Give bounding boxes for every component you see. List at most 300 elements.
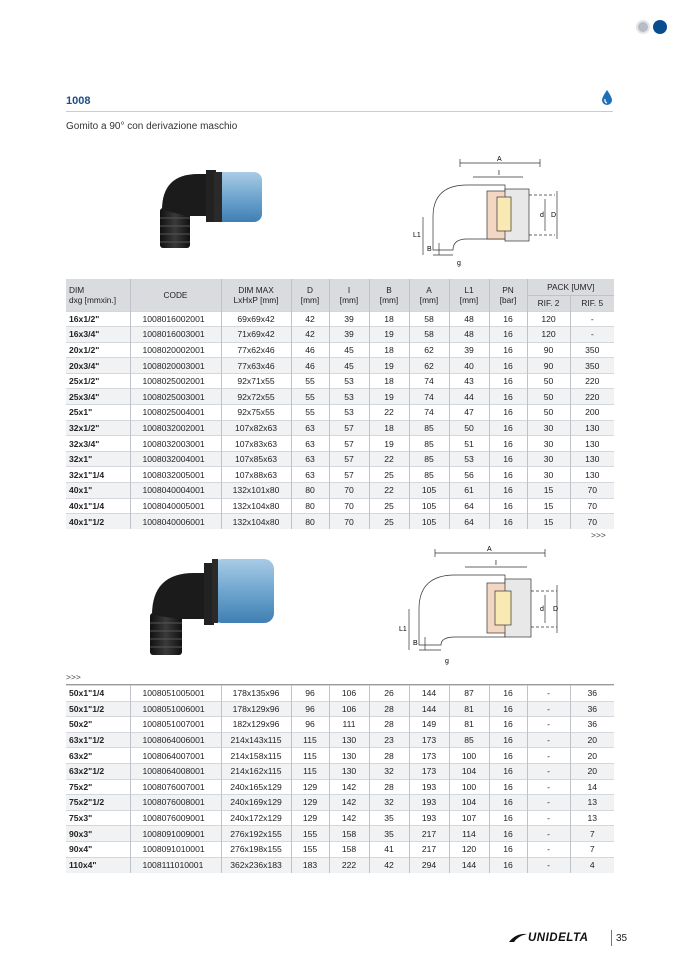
cell-rif5: 20 xyxy=(570,763,614,779)
cell-rif2: - xyxy=(527,857,570,873)
cell-dimmax: 182x129x96 xyxy=(221,717,291,733)
cell-dimmax: 240x165x129 xyxy=(221,779,291,795)
cell-rif2: - xyxy=(527,779,570,795)
cell-l1: 114 xyxy=(449,826,489,842)
cell-rif2: - xyxy=(527,701,570,717)
cell-b: 28 xyxy=(369,748,409,764)
label-b-2: B xyxy=(413,640,418,647)
cell-d: 42 xyxy=(291,311,329,327)
cell-b: 19 xyxy=(369,436,409,452)
cell-dim: 40x1" xyxy=(66,483,130,499)
cell-b: 35 xyxy=(369,826,409,842)
table-row xyxy=(66,717,614,733)
label-d-small: d xyxy=(540,212,544,219)
cell-dim: 75x2" xyxy=(66,779,130,795)
cell-d: 63 xyxy=(291,451,329,467)
label-b: B xyxy=(427,246,432,253)
cell-rif5: 220 xyxy=(570,389,614,405)
table-row xyxy=(66,779,614,795)
cell-rif5: 130 xyxy=(570,451,614,467)
brand-logo xyxy=(508,932,588,944)
cell-l: 130 xyxy=(329,748,369,764)
table-row xyxy=(66,841,614,857)
cell-l: 142 xyxy=(329,795,369,811)
cell-b: 22 xyxy=(369,483,409,499)
cell-dim: 50x1"1/2 xyxy=(66,701,130,717)
cell-rif2: 50 xyxy=(527,373,570,389)
cell-d: 115 xyxy=(291,732,329,748)
header-l: I [mm] xyxy=(329,279,369,311)
elbow-fitting-photo-small xyxy=(150,160,275,256)
cell-pn: 16 xyxy=(489,483,527,499)
brand-name: UNIDELTA xyxy=(528,932,589,944)
cell-b: 28 xyxy=(369,779,409,795)
cell-dim: 16x3/4" xyxy=(66,327,130,343)
cell-rif5: 130 xyxy=(570,436,614,452)
cell-a: 217 xyxy=(409,826,449,842)
cell-dimmax: 107x82x63 xyxy=(221,420,291,436)
cell-rif5: 130 xyxy=(570,467,614,483)
header-a: A [mm] xyxy=(409,279,449,311)
cell-rif5: 20 xyxy=(570,748,614,764)
cell-rif5: 36 xyxy=(570,686,614,702)
cell-dimmax: 362x236x183 xyxy=(221,857,291,873)
cell-l1: 61 xyxy=(449,483,489,499)
cell-dim: 32x1/2" xyxy=(66,420,130,436)
cell-l: 53 xyxy=(329,389,369,405)
continuation-marker-left: >>> xyxy=(66,672,81,682)
cell-pn: 16 xyxy=(489,498,527,514)
cell-dimmax: 276x198x155 xyxy=(221,841,291,857)
cell-code: 1008025004001 xyxy=(130,405,221,421)
cell-code: 1008076009001 xyxy=(130,810,221,826)
elbow-fitting-photo-large xyxy=(140,555,280,660)
cell-l1: 85 xyxy=(449,732,489,748)
cell-dim: 32x1"1/4 xyxy=(66,467,130,483)
cell-a: 105 xyxy=(409,483,449,499)
cell-d: 96 xyxy=(291,717,329,733)
cell-rif2: 15 xyxy=(527,498,570,514)
cell-rif5: 36 xyxy=(570,717,614,733)
table-row xyxy=(66,857,614,873)
cell-dim: 32x1" xyxy=(66,451,130,467)
cell-code: 1008025002001 xyxy=(130,373,221,389)
spec-table-2 xyxy=(66,685,614,873)
table-row xyxy=(66,451,614,467)
cell-a: 85 xyxy=(409,451,449,467)
cell-l1: 64 xyxy=(449,498,489,514)
table-row xyxy=(66,701,614,717)
cell-code: 1008091010001 xyxy=(130,841,221,857)
label-l1-2: L1 xyxy=(399,626,407,633)
cell-b: 22 xyxy=(369,405,409,421)
cell-pn: 16 xyxy=(489,795,527,811)
cell-dimmax: 92x75x55 xyxy=(221,405,291,421)
cell-code: 1008032004001 xyxy=(130,451,221,467)
cell-dim: 75x3" xyxy=(66,810,130,826)
cell-rif5: 70 xyxy=(570,514,614,530)
table-row xyxy=(66,763,614,779)
cell-a: 144 xyxy=(409,686,449,702)
spec-table-1 xyxy=(66,279,614,529)
cell-pn: 16 xyxy=(489,686,527,702)
cell-rif5: - xyxy=(570,327,614,343)
cell-dim: 20x3/4" xyxy=(66,358,130,374)
cell-a: 74 xyxy=(409,389,449,405)
cell-rif5: 7 xyxy=(570,826,614,842)
table-row xyxy=(66,483,614,499)
cell-b: 35 xyxy=(369,810,409,826)
cell-d: 129 xyxy=(291,810,329,826)
cell-dim: 63x2" xyxy=(66,748,130,764)
cell-dimmax: 71x69x42 xyxy=(221,327,291,343)
cell-a: 85 xyxy=(409,436,449,452)
cell-pn: 16 xyxy=(489,857,527,873)
cell-l1: 81 xyxy=(449,701,489,717)
table-row xyxy=(66,358,614,374)
cell-d: 155 xyxy=(291,841,329,857)
cell-rif2: 120 xyxy=(527,327,570,343)
cell-l: 111 xyxy=(329,717,369,733)
cell-rif5: 7 xyxy=(570,841,614,857)
cell-a: 85 xyxy=(409,420,449,436)
header-l1: L1 [mm] xyxy=(449,279,489,311)
table-row xyxy=(66,498,614,514)
cell-l: 142 xyxy=(329,779,369,795)
cell-rif2: - xyxy=(527,826,570,842)
cell-l: 39 xyxy=(329,311,369,327)
cell-code: 1008025003001 xyxy=(130,389,221,405)
cell-b: 42 xyxy=(369,857,409,873)
cell-l: 57 xyxy=(329,467,369,483)
cell-b: 18 xyxy=(369,420,409,436)
table-row xyxy=(66,795,614,811)
cell-d: 46 xyxy=(291,358,329,374)
label-g: g xyxy=(457,260,461,267)
cell-code: 1008032002001 xyxy=(130,420,221,436)
cell-l1: 48 xyxy=(449,327,489,343)
cell-dimmax: 214x162x115 xyxy=(221,763,291,779)
cell-rif5: 20 xyxy=(570,732,614,748)
cell-l1: 43 xyxy=(449,373,489,389)
cell-rif2: - xyxy=(527,732,570,748)
table-row xyxy=(66,732,614,748)
cell-b: 25 xyxy=(369,498,409,514)
cell-dimmax: 92x72x55 xyxy=(221,389,291,405)
cell-dim: 50x2" xyxy=(66,717,130,733)
table-row xyxy=(66,420,614,436)
label-l1: L1 xyxy=(413,232,421,239)
cell-l: 45 xyxy=(329,358,369,374)
cell-rif5: 350 xyxy=(570,342,614,358)
cell-a: 62 xyxy=(409,342,449,358)
header-code: CODE xyxy=(130,279,221,311)
cell-rif2: 15 xyxy=(527,514,570,530)
cell-d: 129 xyxy=(291,779,329,795)
cell-d: 129 xyxy=(291,795,329,811)
cell-b: 25 xyxy=(369,514,409,530)
cell-l1: 53 xyxy=(449,451,489,467)
cell-b: 18 xyxy=(369,311,409,327)
cell-dim: 90x3" xyxy=(66,826,130,842)
label-l-2: I xyxy=(495,560,497,567)
cell-l: 70 xyxy=(329,498,369,514)
cell-pn: 16 xyxy=(489,514,527,530)
cell-a: 105 xyxy=(409,514,449,530)
cell-d: 80 xyxy=(291,498,329,514)
cell-a: 149 xyxy=(409,717,449,733)
label-a: A xyxy=(497,156,502,163)
cell-b: 19 xyxy=(369,327,409,343)
cell-rif5: 36 xyxy=(570,701,614,717)
page-number: 35 xyxy=(616,933,628,944)
cell-rif2: 120 xyxy=(527,311,570,327)
cell-dimmax: 107x83x63 xyxy=(221,436,291,452)
cell-rif2: 30 xyxy=(527,451,570,467)
cell-pn: 16 xyxy=(489,327,527,343)
cell-rif5: 70 xyxy=(570,483,614,499)
cell-dimmax: 214x158x115 xyxy=(221,748,291,764)
cell-d: 155 xyxy=(291,826,329,842)
cell-d: 96 xyxy=(291,686,329,702)
cell-rif5: 70 xyxy=(570,498,614,514)
cell-code: 1008076007001 xyxy=(130,779,221,795)
cell-pn: 16 xyxy=(489,779,527,795)
cell-b: 25 xyxy=(369,467,409,483)
cell-pn: 16 xyxy=(489,311,527,327)
cell-l: 70 xyxy=(329,514,369,530)
table-row xyxy=(66,826,614,842)
cell-code: 1008016003001 xyxy=(130,327,221,343)
cell-b: 22 xyxy=(369,451,409,467)
cell-rif2: 30 xyxy=(527,467,570,483)
cell-d: 55 xyxy=(291,405,329,421)
cell-a: 193 xyxy=(409,810,449,826)
label-d-big: D xyxy=(551,212,557,219)
cell-d: 46 xyxy=(291,342,329,358)
cell-a: 217 xyxy=(409,841,449,857)
cell-pn: 16 xyxy=(489,826,527,842)
cell-l: 130 xyxy=(329,763,369,779)
brand-dots xyxy=(636,20,667,34)
cell-l1: 56 xyxy=(449,467,489,483)
cell-rif2: 30 xyxy=(527,436,570,452)
cell-pn: 16 xyxy=(489,810,527,826)
cell-d: 80 xyxy=(291,483,329,499)
cell-dimmax: 107x85x63 xyxy=(221,451,291,467)
cell-pn: 16 xyxy=(489,358,527,374)
cell-a: 193 xyxy=(409,795,449,811)
cell-dim: 63x2"1/2 xyxy=(66,763,130,779)
header-pn: PN [bar] xyxy=(489,279,527,311)
cell-a: 294 xyxy=(409,857,449,873)
label-d-big-2: D xyxy=(553,606,559,613)
cell-b: 18 xyxy=(369,342,409,358)
header-dim: DIM dxg [mmxin.] xyxy=(66,279,130,311)
technical-drawing-small xyxy=(405,155,570,270)
cell-dimmax: 240x172x129 xyxy=(221,810,291,826)
cell-pn: 16 xyxy=(489,732,527,748)
cell-a: 144 xyxy=(409,701,449,717)
cell-l: 142 xyxy=(329,810,369,826)
cell-code: 1008064006001 xyxy=(130,732,221,748)
cell-d: 63 xyxy=(291,436,329,452)
cell-dim: 40x1"1/4 xyxy=(66,498,130,514)
cell-l: 57 xyxy=(329,420,369,436)
header-b: B [mm] xyxy=(369,279,409,311)
cell-a: 105 xyxy=(409,498,449,514)
cell-rif5: 220 xyxy=(570,373,614,389)
cell-l1: 47 xyxy=(449,405,489,421)
cell-b: 18 xyxy=(369,373,409,389)
grey-dot-icon xyxy=(636,20,650,34)
cell-l1: 100 xyxy=(449,748,489,764)
cell-dim: 50x1"1/4 xyxy=(66,686,130,702)
cell-rif5: 4 xyxy=(570,857,614,873)
cell-dim: 20x1/2" xyxy=(66,342,130,358)
cell-dim: 32x3/4" xyxy=(66,436,130,452)
cell-d: 63 xyxy=(291,420,329,436)
cell-code: 1008091009001 xyxy=(130,826,221,842)
cell-rif5: 13 xyxy=(570,795,614,811)
cell-rif5: 13 xyxy=(570,810,614,826)
cell-a: 62 xyxy=(409,358,449,374)
cell-l: 158 xyxy=(329,841,369,857)
cell-l1: 64 xyxy=(449,514,489,530)
cell-rif2: 30 xyxy=(527,420,570,436)
cell-a: 58 xyxy=(409,311,449,327)
title-divider xyxy=(66,111,613,112)
cell-rif5: 130 xyxy=(570,420,614,436)
cell-a: 85 xyxy=(409,467,449,483)
cell-b: 19 xyxy=(369,358,409,374)
cell-l: 106 xyxy=(329,701,369,717)
cell-l1: 81 xyxy=(449,717,489,733)
cell-d: 115 xyxy=(291,748,329,764)
cell-dimmax: 178x129x96 xyxy=(221,701,291,717)
header-dimmax: DIM MAX LxHxP [mm] xyxy=(221,279,291,311)
cell-l1: 40 xyxy=(449,358,489,374)
cell-dim: 25x1/2" xyxy=(66,373,130,389)
cell-pn: 16 xyxy=(489,373,527,389)
cell-code: 1008051006001 xyxy=(130,701,221,717)
cell-pn: 16 xyxy=(489,342,527,358)
cell-dimmax: 132x101x80 xyxy=(221,483,291,499)
cell-code: 1008020002001 xyxy=(130,342,221,358)
cell-l: 53 xyxy=(329,405,369,421)
cell-code: 1008051007001 xyxy=(130,717,221,733)
cell-b: 28 xyxy=(369,701,409,717)
table-row xyxy=(66,514,614,530)
header-rif5: RIF. 5 xyxy=(570,295,614,311)
cell-l1: 44 xyxy=(449,389,489,405)
cell-dimmax: 132x104x80 xyxy=(221,514,291,530)
cell-d: 80 xyxy=(291,514,329,530)
cell-dim: 63x1"1/2 xyxy=(66,732,130,748)
cell-l1: 107 xyxy=(449,810,489,826)
cell-b: 28 xyxy=(369,717,409,733)
cell-d: 115 xyxy=(291,763,329,779)
table-row xyxy=(66,373,614,389)
cell-code: 1008051005001 xyxy=(130,686,221,702)
cell-a: 58 xyxy=(409,327,449,343)
cell-rif2: 50 xyxy=(527,389,570,405)
technical-drawing-large xyxy=(395,545,570,670)
cell-dimmax: 214x143x115 xyxy=(221,732,291,748)
header-pack: PACK [UMV] xyxy=(527,279,614,295)
cell-l: 106 xyxy=(329,686,369,702)
cell-code: 1008040005001 xyxy=(130,498,221,514)
cell-dimmax: 69x69x42 xyxy=(221,311,291,327)
cell-d: 63 xyxy=(291,467,329,483)
water-drop-icon xyxy=(601,89,613,105)
label-l: I xyxy=(498,170,500,177)
cell-rif2: - xyxy=(527,717,570,733)
table-row xyxy=(66,311,614,327)
cell-rif2: 15 xyxy=(527,483,570,499)
label-g-2: g xyxy=(445,658,449,665)
cell-pn: 16 xyxy=(489,701,527,717)
cell-b: 23 xyxy=(369,732,409,748)
cell-a: 173 xyxy=(409,763,449,779)
cell-dim: 90x4" xyxy=(66,841,130,857)
cell-l1: 48 xyxy=(449,311,489,327)
cell-rif2: - xyxy=(527,841,570,857)
header-d: D [mm] xyxy=(291,279,329,311)
cell-l: 53 xyxy=(329,373,369,389)
brand-swoosh-icon xyxy=(508,932,528,944)
cell-dim: 25x1" xyxy=(66,405,130,421)
cell-l: 70 xyxy=(329,483,369,499)
cell-rif2: - xyxy=(527,763,570,779)
cell-l: 57 xyxy=(329,436,369,452)
cell-code: 1008032005001 xyxy=(130,467,221,483)
product-description: Gomito a 90° con derivazione maschio xyxy=(66,121,238,132)
table-row xyxy=(66,467,614,483)
cell-pn: 16 xyxy=(489,467,527,483)
cell-l1: 144 xyxy=(449,857,489,873)
cell-l: 57 xyxy=(329,451,369,467)
cell-code: 1008064007001 xyxy=(130,748,221,764)
cell-rif2: 90 xyxy=(527,342,570,358)
table-row xyxy=(66,810,614,826)
cell-l: 130 xyxy=(329,732,369,748)
cell-code: 1008111010001 xyxy=(130,857,221,873)
cell-rif2: - xyxy=(527,810,570,826)
cell-rif5: 14 xyxy=(570,779,614,795)
cell-a: 173 xyxy=(409,748,449,764)
cell-l1: 100 xyxy=(449,779,489,795)
cell-pn: 16 xyxy=(489,420,527,436)
table-row xyxy=(66,389,614,405)
cell-l: 39 xyxy=(329,327,369,343)
cell-b: 32 xyxy=(369,795,409,811)
cell-code: 1008020003001 xyxy=(130,358,221,374)
cell-l1: 120 xyxy=(449,841,489,857)
table-row xyxy=(66,686,614,702)
cell-b: 26 xyxy=(369,686,409,702)
cell-dimmax: 77x62x46 xyxy=(221,342,291,358)
cell-dim: 25x3/4" xyxy=(66,389,130,405)
cell-rif5: - xyxy=(570,311,614,327)
cell-dimmax: 132x104x80 xyxy=(221,498,291,514)
cell-pn: 16 xyxy=(489,405,527,421)
cell-d: 55 xyxy=(291,389,329,405)
cell-l1: 104 xyxy=(449,795,489,811)
table-row xyxy=(66,342,614,358)
cell-code: 1008076008001 xyxy=(130,795,221,811)
continuation-marker-right: >>> xyxy=(591,530,606,540)
